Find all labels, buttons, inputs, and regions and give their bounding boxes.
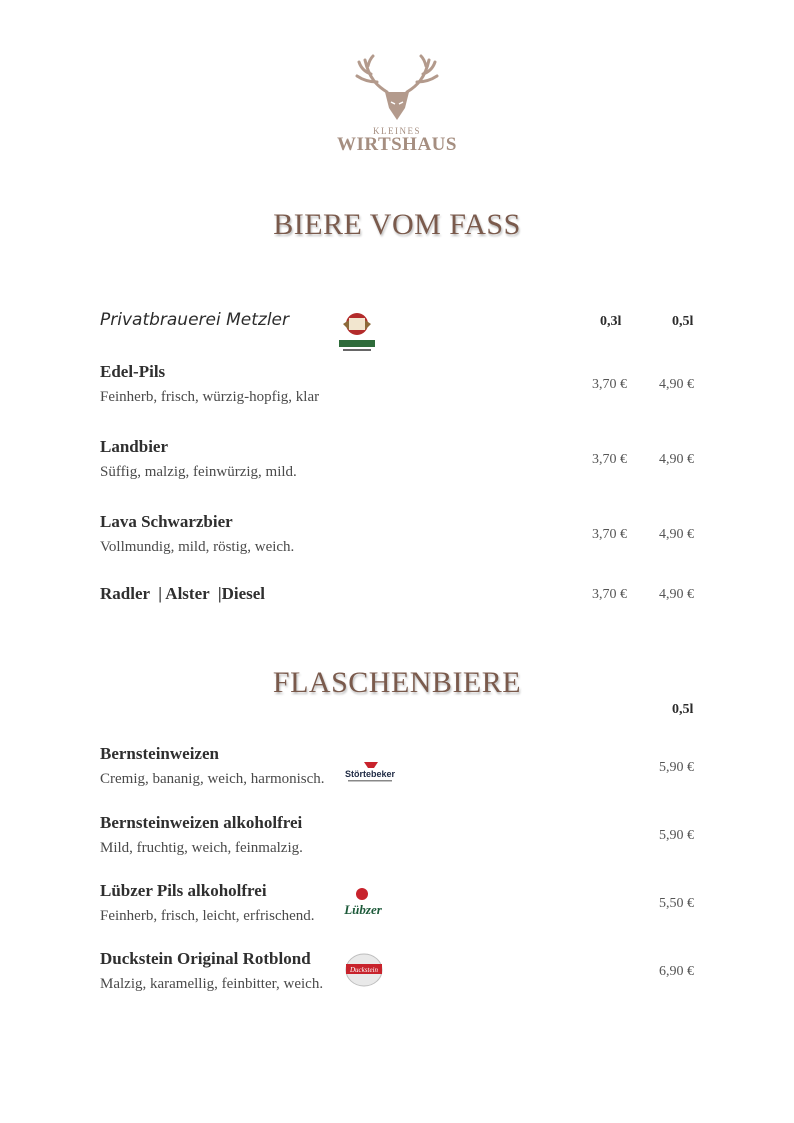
stoertebeker-logo-text: Störtebeker <box>344 769 396 779</box>
beer-name: Radler | Alster |Diesel <box>100 584 266 603</box>
price-05l: 6,90 € <box>659 964 694 979</box>
price-03l: 3,70 € <box>592 587 627 602</box>
price-03l: 3,70 € <box>592 527 627 542</box>
price-03l: 3,70 € <box>592 377 627 392</box>
column-header-05l: 0,5l <box>672 702 694 717</box>
duckstein-logo-text: Duckstein <box>350 966 378 974</box>
beer-description: Feinherb, frisch, würzig-hopfig, klar <box>100 389 320 405</box>
beer-description: Malzig, karamellig, feinbitter, weich. <box>100 976 324 992</box>
price-05l: 4,90 € <box>659 587 694 602</box>
price-03l: 3,70 € <box>592 452 627 467</box>
beer-description: Cremig, bananig, weich, harmonisch. <box>100 771 325 787</box>
beer-name: Edel-Pils <box>100 362 166 381</box>
brewery-logo <box>337 308 377 354</box>
beer-description: Feinherb, frisch, leicht, erfrischend. <box>100 908 315 924</box>
section-title-draft: BIERE VOM FASS <box>273 208 521 241</box>
brewery-name: Privatbrauerei Metzler <box>100 310 290 330</box>
logo-subtitle: KLEINES <box>373 126 421 136</box>
price-05l: 4,90 € <box>659 377 694 392</box>
column-header-03l: 0,3l <box>600 314 622 329</box>
column-header-05l: 0,5l <box>672 314 694 329</box>
beer-description: Mild, fruchtig, weich, feinmalzig. <box>100 840 303 856</box>
beer-name: Duckstein Original Rotblond <box>100 949 311 968</box>
price-05l: 5,90 € <box>659 828 694 843</box>
price-05l: 5,50 € <box>659 896 694 911</box>
luebzer-logo <box>342 886 384 920</box>
beer-name: Bernsteinweizen <box>100 744 219 763</box>
stoertebeker-logo <box>342 760 398 784</box>
price-05l: 4,90 € <box>659 527 694 542</box>
restaurant-logo <box>330 52 464 162</box>
beer-name: Lava Schwarzbier <box>100 512 233 531</box>
luebzer-logo-text: Lübzer <box>344 902 382 917</box>
duckstein-logo <box>344 952 384 988</box>
beer-name: Landbier <box>100 437 169 456</box>
price-05l: 5,90 € <box>659 760 694 775</box>
price-05l: 4,90 € <box>659 452 694 467</box>
beer-name: Bernsteinweizen alkoholfrei <box>100 813 303 832</box>
stag-icon <box>347 52 447 124</box>
section-title-bottled: FLASCHENBIERE <box>272 666 522 699</box>
logo-title: WIRTSHAUS <box>337 134 457 155</box>
beer-description: Vollmundig, mild, röstig, weich. <box>100 539 295 555</box>
beer-description: Süffig, malzig, feinwürzig, mild. <box>100 464 297 480</box>
beer-name: Lübzer Pils alkoholfrei <box>100 881 267 900</box>
